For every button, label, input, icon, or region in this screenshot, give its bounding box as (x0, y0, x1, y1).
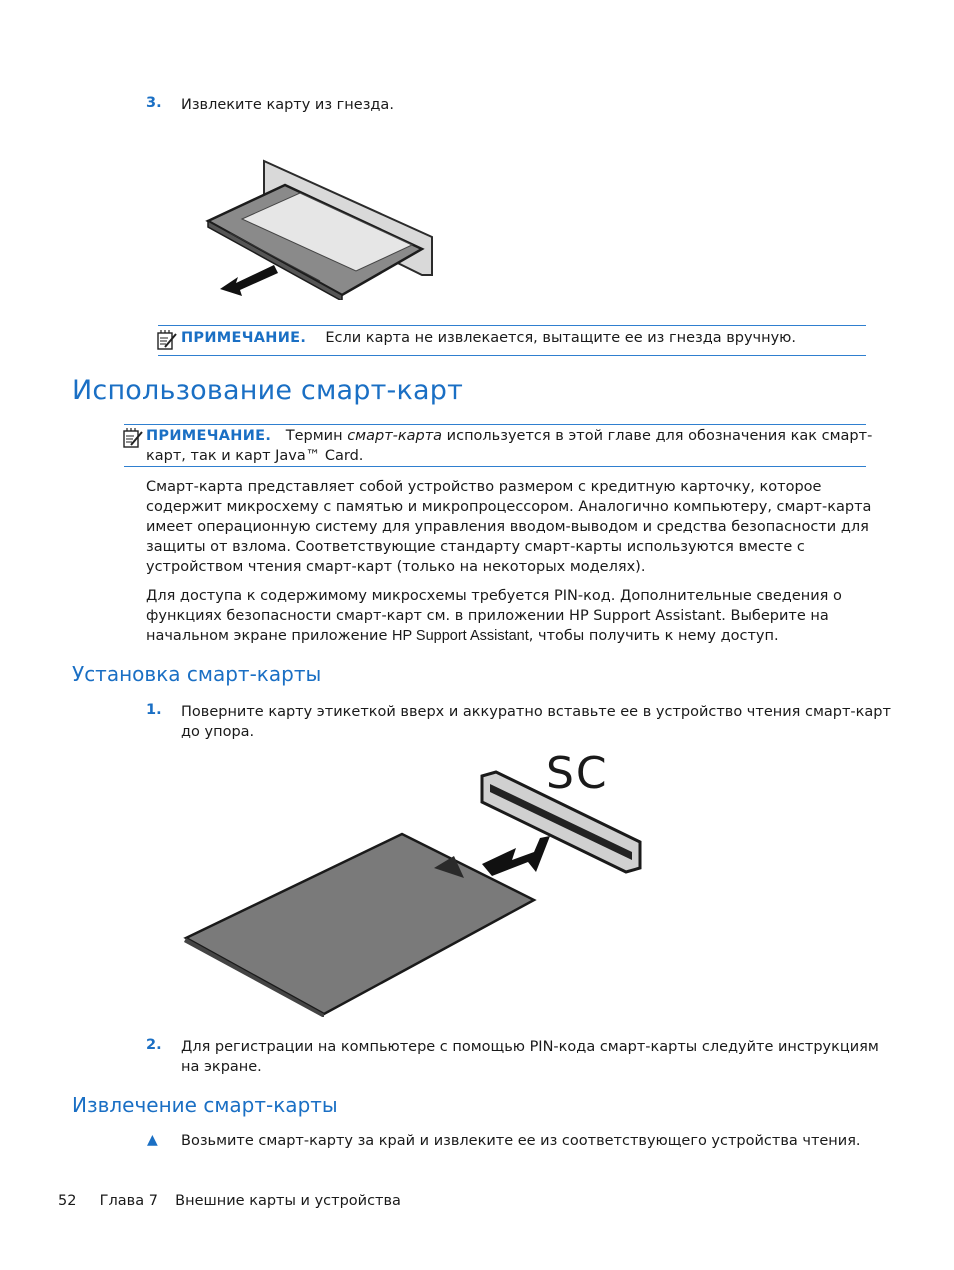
hp-support-assistant-link: HP Support Assistant (392, 628, 529, 644)
paragraph-2-line (146, 626, 842, 646)
note-1-label: ПРИМЕЧАНИЕ. (181, 330, 307, 346)
smart-card-insert-illustration (180, 748, 650, 1017)
note-2-bottom-rule (124, 466, 866, 467)
install-step-1-number: 1. (146, 702, 162, 718)
reader-label: SC (546, 748, 609, 799)
paragraph-1-line: устройством чтения смарт-карт (только на некоторых моделях). (146, 559, 646, 575)
install-step-1-line-2: до упора. (181, 724, 255, 740)
bullet-triangle-icon: ▲ (147, 1132, 158, 1148)
note-1-top-rule (158, 325, 866, 326)
paragraph-1-line: имеет операционную систему для управления вводом-выводом и средства безопасности для (146, 519, 869, 535)
install-title: Установка смарт-карты (72, 662, 322, 686)
remove-title: Извлечение смарт-карты (72, 1093, 338, 1117)
note-2-top-rule (124, 424, 866, 425)
step-3-number: 3. (146, 95, 162, 111)
paragraph-2-line3-before: начальном экране приложение (146, 628, 393, 644)
note-2-text-after: используется в этой главе для обозначения как смарт- (442, 428, 873, 444)
install-step-2-text (181, 1037, 879, 1077)
paragraph-2-line: Для доступа к содержимому микросхемы требуется PIN-код. Дополнительные сведения о (146, 588, 842, 604)
note-1-bottom-rule (158, 355, 866, 356)
note-2-term: смарт-карта (347, 428, 443, 444)
paragraph-2-line: функциях безопасности смарт-карт см. в приложении HP Support Assistant. Выберите на (146, 608, 829, 624)
note-2-label: ПРИМЕЧАНИЕ. (146, 428, 272, 444)
install-step-1-line-1: Поверните карту этикеткой вверх и аккуратно вставьте ее в устройство чтения смарт-карт (181, 704, 891, 720)
paragraph-2-line3-after: , чтобы получить к нему доступ. (528, 628, 779, 644)
install-step-2-line-2: на экране. (181, 1059, 262, 1075)
paragraph-1 (146, 477, 871, 577)
note-2-line-2: карт, так и карт Java™ Card. (146, 448, 364, 464)
note-2-line-1 (146, 426, 872, 446)
install-step-2-number: 2. (146, 1037, 162, 1053)
note-icon (122, 427, 144, 449)
note-1 (181, 328, 796, 348)
page-number: 52 (58, 1193, 77, 1209)
install-step-2-line-1: Для регистрации на компьютере с помощью PIN-кода смарт-карты следуйте инструкциям (181, 1039, 879, 1055)
remove-step-text: Возьмите смарт-карту за край и извлеките ее из соответствующего устройства чтения. (181, 1133, 861, 1149)
paragraph-1-line: Смарт-карта представляет собой устройство размером с кредитную карточку, которое (146, 479, 822, 495)
chapter-title: Внешние карты и устройства (175, 1193, 401, 1209)
section-title: Использование смарт-карт (72, 375, 464, 406)
note-2-text-before: Термин (285, 428, 348, 444)
note-1-text: Если карта не извлекается, вытащите ее из гнезда вручную. (325, 330, 797, 346)
install-step-1-text (181, 702, 891, 742)
step-3-text: Извлеките карту из гнезда. (181, 97, 394, 113)
sd-card-removal-illustration (200, 155, 440, 300)
paragraph-2 (146, 586, 842, 646)
page-footer (58, 1191, 401, 1211)
paragraph-1-line: содержит микросхему с памятью и микропроцессором. Аналогично компьютеру, смарт-карта (146, 499, 872, 515)
note-icon (156, 329, 178, 351)
paragraph-1-line: защиты от взлома. Соответствующие стандарту смарт-карты используются вместе с (146, 539, 805, 555)
chapter-number: Глава 7 (99, 1193, 158, 1209)
